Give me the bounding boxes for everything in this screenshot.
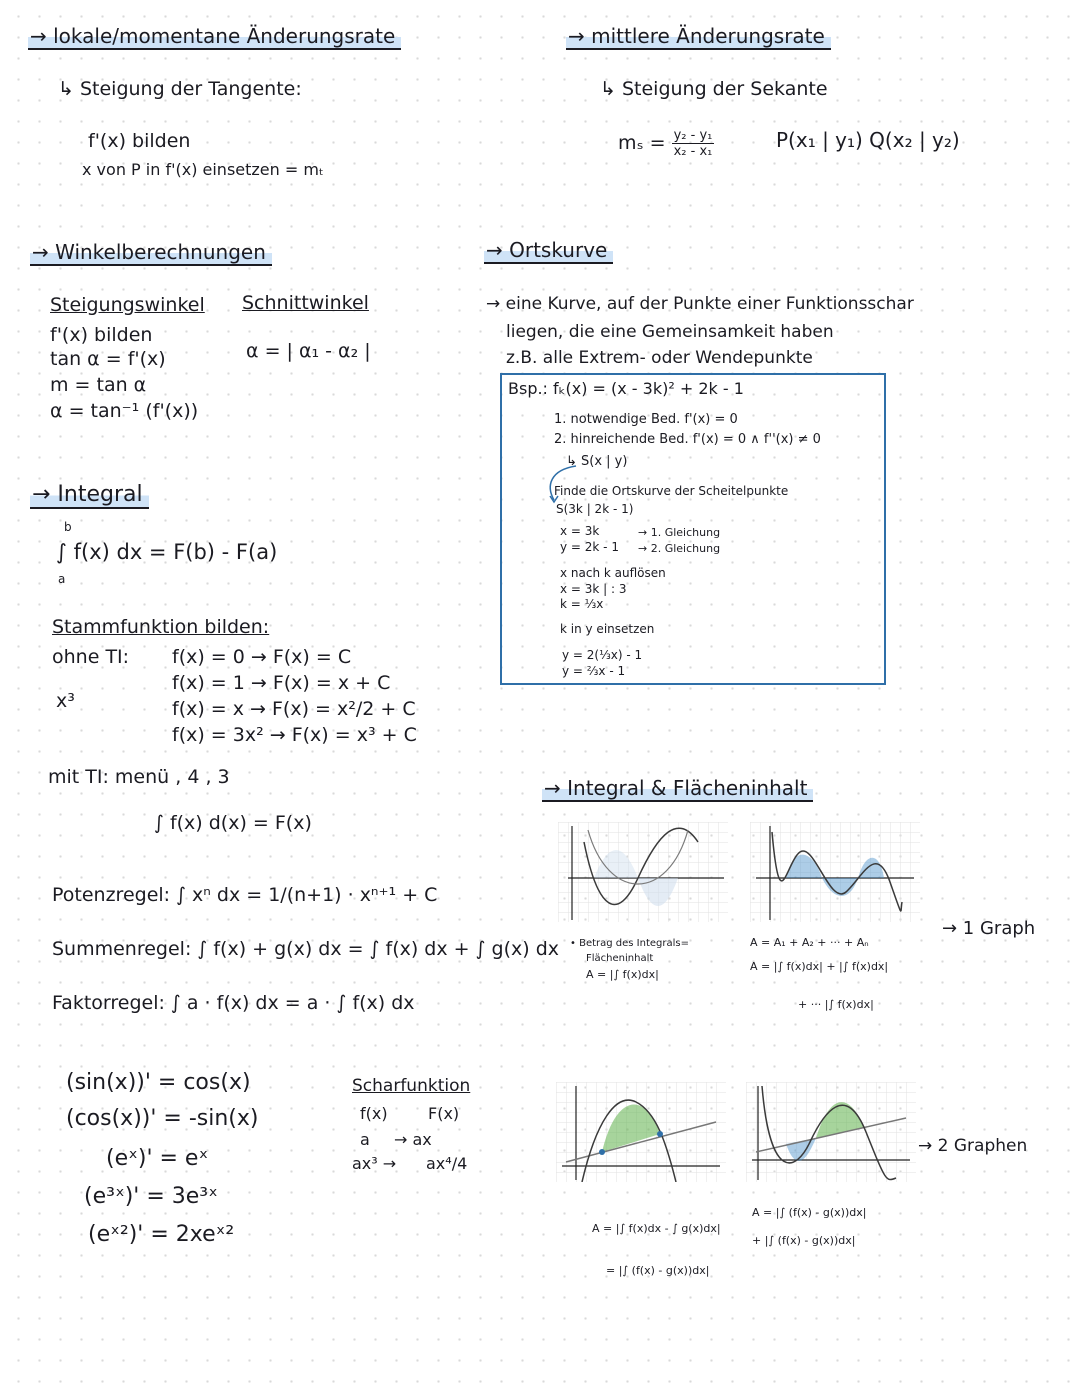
- schar-row-2-right: ax⁴/4: [426, 1154, 468, 1173]
- schar-col-1: f(x): [360, 1104, 388, 1123]
- schnittwinkel-title: Schnittwinkel: [242, 292, 369, 314]
- insert-step-3: y = ⅔x - 1: [562, 664, 626, 678]
- one-graph-label: → 1 Graph: [942, 918, 1036, 939]
- secant-slope-formula: [618, 128, 714, 159]
- stamm-rule-3: f(x) = x → F(x) = x²/2 + C: [172, 698, 416, 720]
- mittlere-sub: ↳ Steigung der Sekante: [600, 78, 828, 100]
- derivative-sin: (sin(x))' = cos(x): [66, 1070, 251, 1095]
- equation-1: x = 3k: [560, 524, 600, 538]
- steigungswinkel-line-3: m = tan α: [50, 374, 147, 396]
- two-graph-formula-1: A = |∫ f(x)dx - ∫ g(x)dx|: [592, 1222, 721, 1235]
- mit-ti-label: mit TI: menü , 4 , 3: [48, 766, 230, 788]
- solve-step-2: x = 3k | : 3: [560, 582, 627, 596]
- secant-points: P(x₁ | y₁) Q(x₂ | y₂): [776, 128, 960, 152]
- lokal-line-2: x von P in f'(x) einsetzen = mₜ: [82, 160, 324, 179]
- integral-upper-bound: b: [64, 520, 72, 534]
- ortskurve-def-3: z.B. alle Extrem- oder Wendepunkte: [506, 348, 813, 368]
- lokal-line-1: f'(x) bilden: [88, 130, 191, 152]
- ohne-ti-label: ohne TI:: [52, 646, 130, 668]
- winkel-heading: → Winkelberechnungen: [30, 240, 272, 264]
- insert-step-1: k in y einsetzen: [560, 622, 655, 636]
- graph-two-functions-one-area: [556, 1082, 726, 1182]
- schnittwinkel-formula: α = | α₁ - α₂ |: [246, 340, 371, 362]
- steigungswinkel-title: Steigungswinkel: [50, 294, 205, 316]
- ms-label: mₛ =: [618, 132, 666, 154]
- ortskurve-def-1: → eine Kurve, auf der Punkte einer Funktionsschar: [486, 294, 914, 314]
- two-graphs-label: → 2 Graphen: [918, 1136, 1028, 1156]
- scharfunktion-title: Scharfunktion: [352, 1076, 471, 1096]
- lokal-heading: → lokale/momentane Änderungsrate: [28, 24, 401, 48]
- derivative-exp-x2: (eˣ²)' = 2xeˣ²: [88, 1222, 235, 1247]
- flaeche-heading: → Integral & Flächeninhalt: [542, 776, 813, 800]
- faktorregel: Faktorregel: ∫ a · f(x) dx = a · ∫ f(x) dx: [52, 992, 415, 1014]
- integral-formula: ∫ f(x) dx = F(b) - F(a): [56, 540, 278, 564]
- two-graph-formula-2: = |∫ (f(x) - g(x))dx|: [606, 1264, 710, 1277]
- find-ortskurve: Finde die Ortskurve der Scheitelpunkte: [554, 484, 789, 498]
- steigungswinkel-line-4: α = tan⁻¹ (f'(x)): [50, 400, 199, 422]
- mittlere-heading: → mittlere Änderungsrate: [566, 24, 831, 48]
- ti-integral-formula: ∫ f(x) d(x) = F(x): [154, 812, 312, 834]
- graph-one-function-abs: [558, 822, 728, 922]
- solve-step-1: x nach k auflösen: [560, 566, 666, 580]
- schar-row-1-right: → ax: [394, 1130, 432, 1149]
- steigungswinkel-line-1: f'(x) bilden: [50, 324, 153, 346]
- ortskurve-heading: → Ortskurve: [484, 238, 613, 262]
- stammfunktion-title: Stammfunktion bilden:: [52, 616, 270, 638]
- insert-step-2: y = 2(⅓x) - 1: [562, 648, 643, 662]
- solve-step-3: k = ⅓x: [560, 597, 604, 611]
- ms-denominator: x₂ - x₁: [673, 144, 713, 159]
- stamm-rule-4: f(x) = 3x² → F(x) = x³ + C: [172, 724, 417, 746]
- summenregel: Summenregel: ∫ f(x) + g(x) dx = ∫ f(x) dx + ∫ g(x) dx: [52, 938, 560, 960]
- integral-heading: → Integral: [30, 482, 149, 507]
- sum-areas-formula-2: A = |∫ f(x)dx| + |∫ f(x)dx|: [750, 960, 889, 973]
- lokal-sub: ↳ Steigung der Tangente:: [58, 78, 302, 100]
- potenzregel: Potenzregel: ∫ xⁿ dx = 1/(n+1) · xⁿ⁺¹ + C: [52, 884, 438, 906]
- equation-1-note: → 1. Gleichung: [638, 526, 721, 539]
- stamm-rule-2: f(x) = 1 → F(x) = x + C: [172, 672, 391, 694]
- x-cubed-note: x³: [56, 690, 75, 712]
- arrow-curve-icon: [540, 456, 580, 506]
- derivative-cos: (cos(x))' = -sin(x): [66, 1106, 259, 1131]
- stamm-rule-1: f(x) = 0 → F(x) = C: [172, 646, 352, 668]
- graph-sum-of-areas: [750, 822, 920, 922]
- betrag-title: • Betrag des Integrals=: [570, 938, 689, 949]
- graph-two-functions-two-areas: [746, 1082, 916, 1182]
- ortskurve-def-2: liegen, die eine Gemeinsamkeit haben: [506, 322, 834, 342]
- condition-1: 1. notwendige Bed. f'(x) = 0: [554, 412, 738, 427]
- sum-areas-formula-3: + ··· |∫ f(x)dx|: [798, 998, 874, 1011]
- two-areas-formula-2: + |∫ (f(x) - g(x))dx|: [752, 1234, 856, 1247]
- schar-col-2: F(x): [428, 1104, 460, 1123]
- equation-2-note: → 2. Gleichung: [638, 542, 721, 555]
- schar-row-1-left: a: [360, 1130, 370, 1149]
- integral-lower-bound: a: [58, 572, 66, 586]
- steigungswinkel-line-2: tan α = f'(x): [50, 348, 166, 370]
- derivative-exp: (eˣ)' = eˣ: [106, 1146, 209, 1171]
- ms-numerator: y₂ - y₁: [673, 128, 713, 143]
- two-areas-formula-1: A = |∫ (f(x) - g(x))dx|: [752, 1206, 867, 1219]
- derivative-exp-3x: (e³ˣ)' = 3e³ˣ: [84, 1184, 218, 1209]
- condition-2: 2. hinreichende Bed. f'(x) = 0 ∧ f''(x) ≠ 0: [554, 432, 821, 447]
- betrag-sub: Flächeninhalt: [586, 953, 654, 964]
- betrag-formula: A = |∫ f(x)dx|: [586, 968, 659, 981]
- example-function: Bsp.: fₖ(x) = (x - 3k)² + 2k - 1: [508, 379, 744, 398]
- condition-3: ↳ S(x | y): [566, 454, 628, 469]
- equation-2: y = 2k - 1: [560, 540, 619, 554]
- schar-row-2-left: ax³ →: [352, 1154, 397, 1173]
- sum-areas-formula-1: A = A₁ + A₂ + ··· + Aₙ: [750, 936, 869, 949]
- ms-fraction: [672, 128, 715, 159]
- vertex-point: S(3k | 2k - 1): [556, 502, 634, 516]
